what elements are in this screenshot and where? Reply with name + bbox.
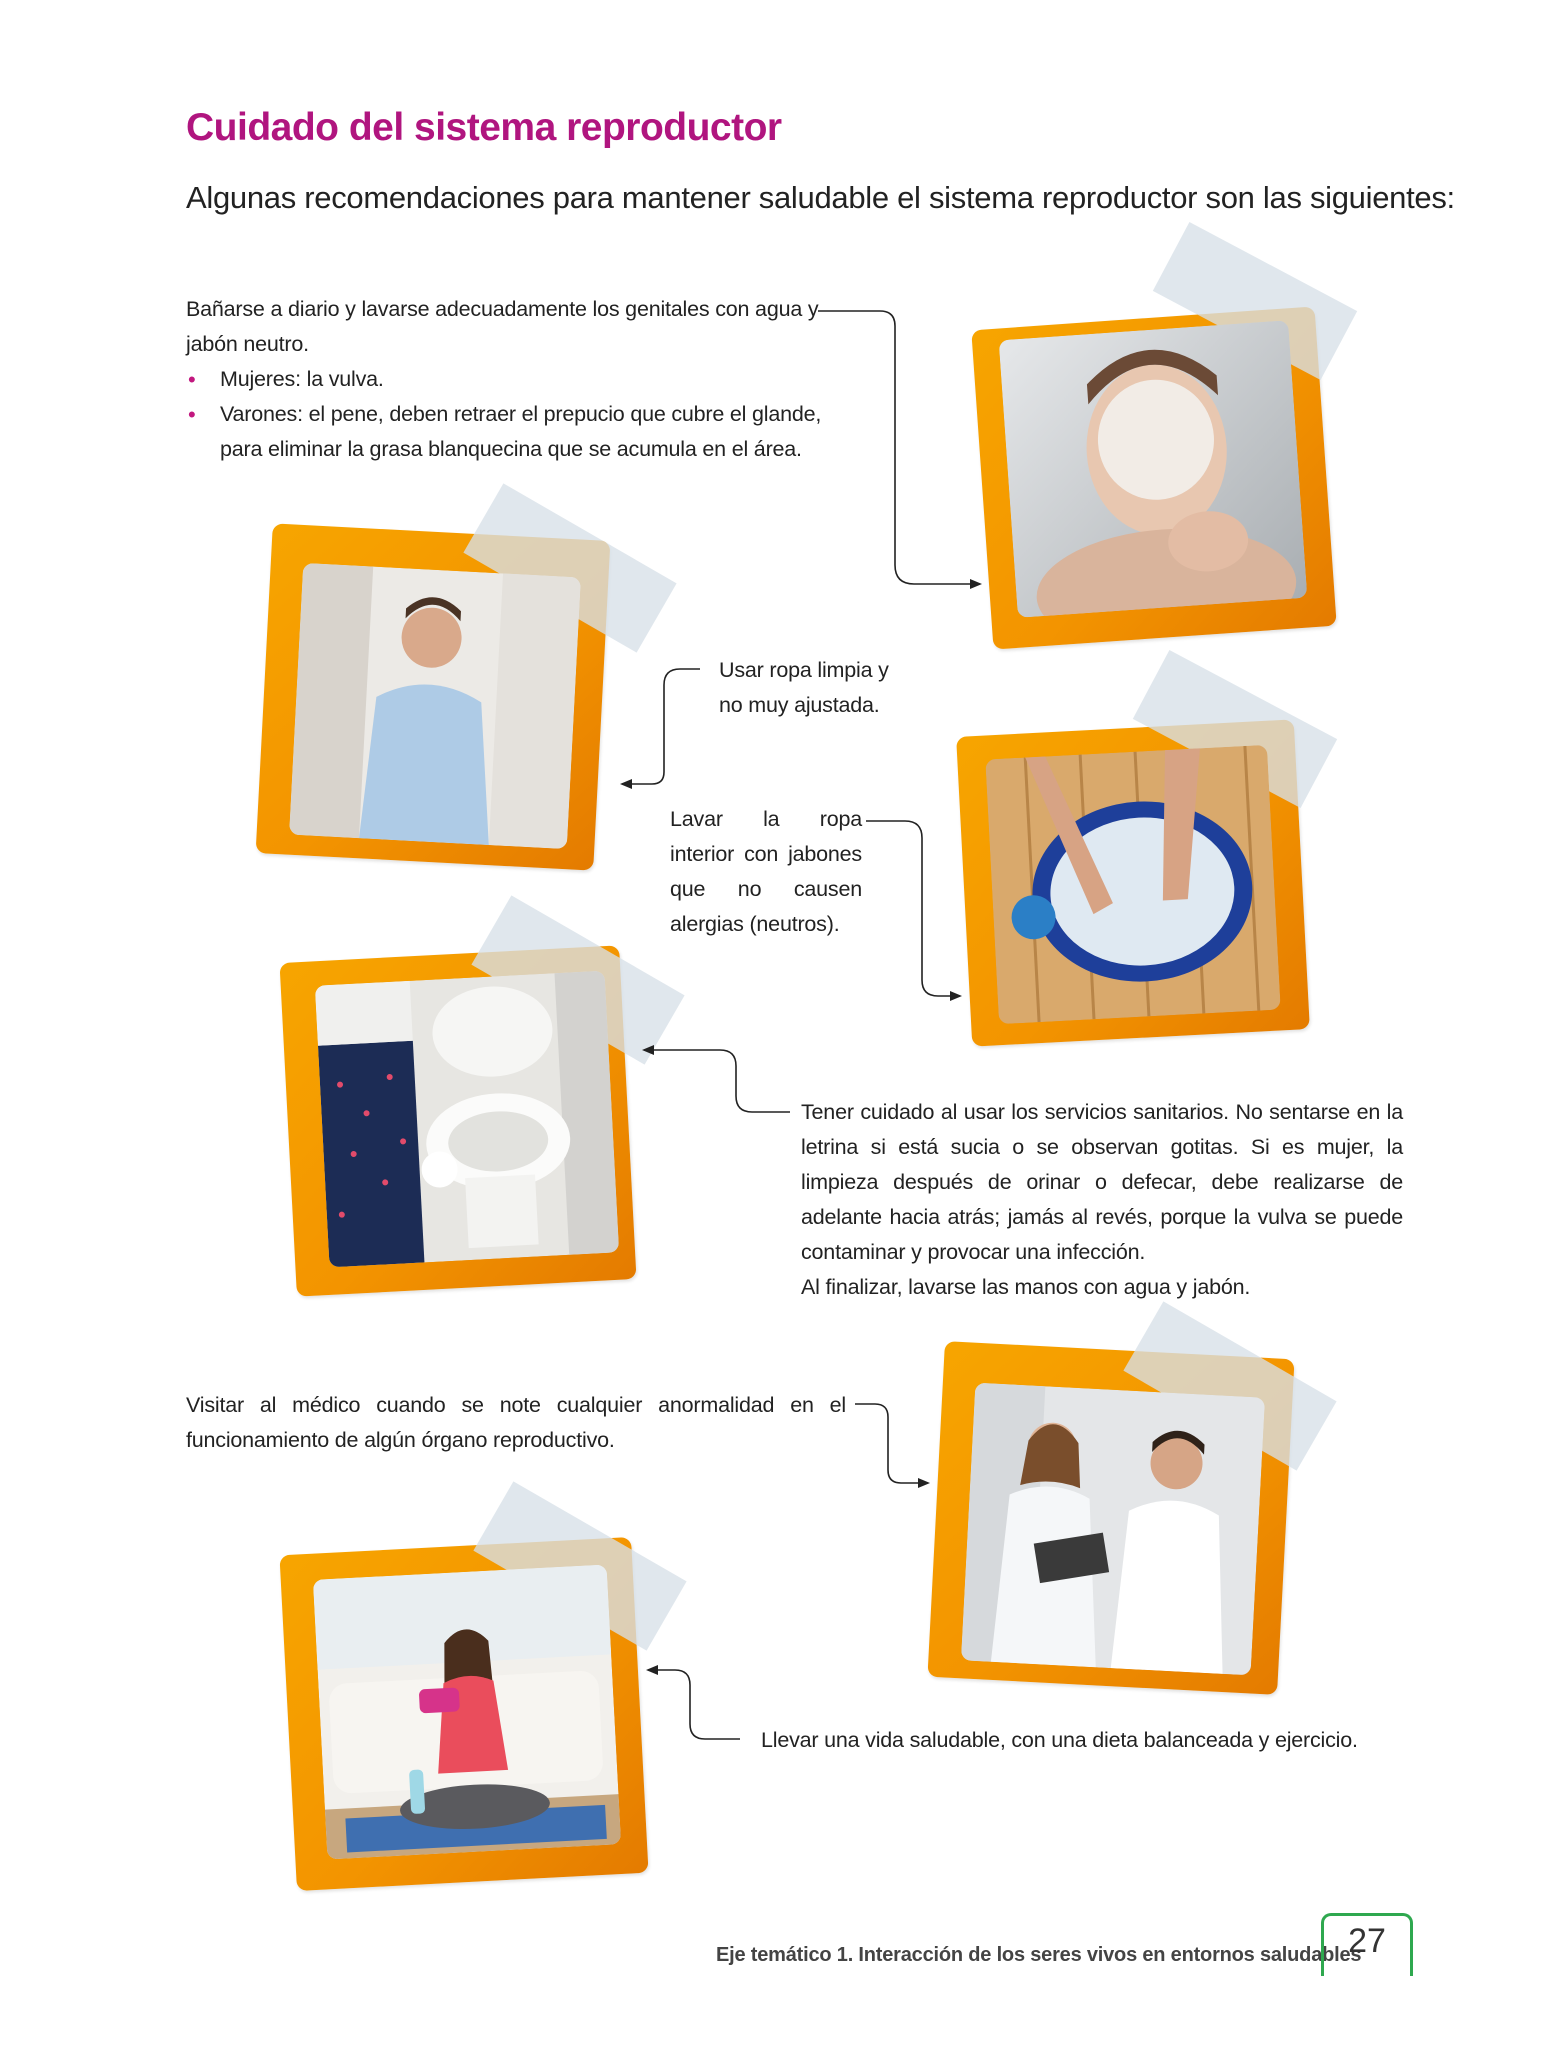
bullet-icon: •: [188, 367, 196, 392]
bullet-item-men: • Varones: el pene, deben retraer el prepucio que cubre el glande, para eliminar la grasa blanquecina que se acumula en el área.: [186, 397, 826, 467]
arrow-doctor: [855, 1404, 928, 1483]
bullet-icon: •: [188, 402, 196, 427]
toilet-paragraph-2: Al finalizar, lavarse las manos con agua y jabón.: [801, 1275, 1251, 1299]
page-number-box: [1321, 1913, 1413, 1976]
bathing-intro: Bañarse a diario y lavarse adecuadamente los genitales con agua y jabón neutro.: [186, 297, 819, 356]
page-title: Cuidado del sistema reproductor: [186, 106, 782, 149]
toilet-paragraph-1: Tener cuidado al usar los servicios sanitarios. No sentarse en la letrina si está sucia o se observan gotitas. Si es mujer, la limpieza después de orinar o defecar, debe realizarse de adelante hacia atrás; jamás al revés, porque la vulva se puede contaminar y provocar una infección.: [801, 1100, 1403, 1264]
arrow-clothing: [622, 669, 700, 784]
arrow-bathing: [818, 311, 980, 584]
healthy-life-text: Llevar una vida saludable, con una dieta balanceada y ejercicio.: [761, 1728, 1358, 1752]
footer-text: Eje temático 1. Interacción de los seres vivos en entornos saludables: [716, 1944, 1362, 1966]
clothing-text: Usar ropa limpia y no muy ajustada.: [719, 658, 889, 717]
arrow-toilet: [644, 1050, 790, 1112]
page-number: 27: [1348, 1922, 1386, 1960]
underwear-text: Lavar la ropa interior con jabones que no causen alergias (neutros).: [670, 807, 862, 936]
arrow-healthy-life: [648, 1670, 740, 1739]
page-subtitle: Algunas recomendaciones para mantener saludable el sistema reproductor son las siguientes:: [186, 180, 1455, 215]
bullet-item-women: • Mujeres: la vulva.: [186, 362, 826, 397]
doctor-text: Visitar al médico cuando se note cualquier anormalidad en el funcionamiento de algún órgano reproductivo.: [186, 1393, 846, 1452]
arrow-underwear: [866, 821, 960, 996]
